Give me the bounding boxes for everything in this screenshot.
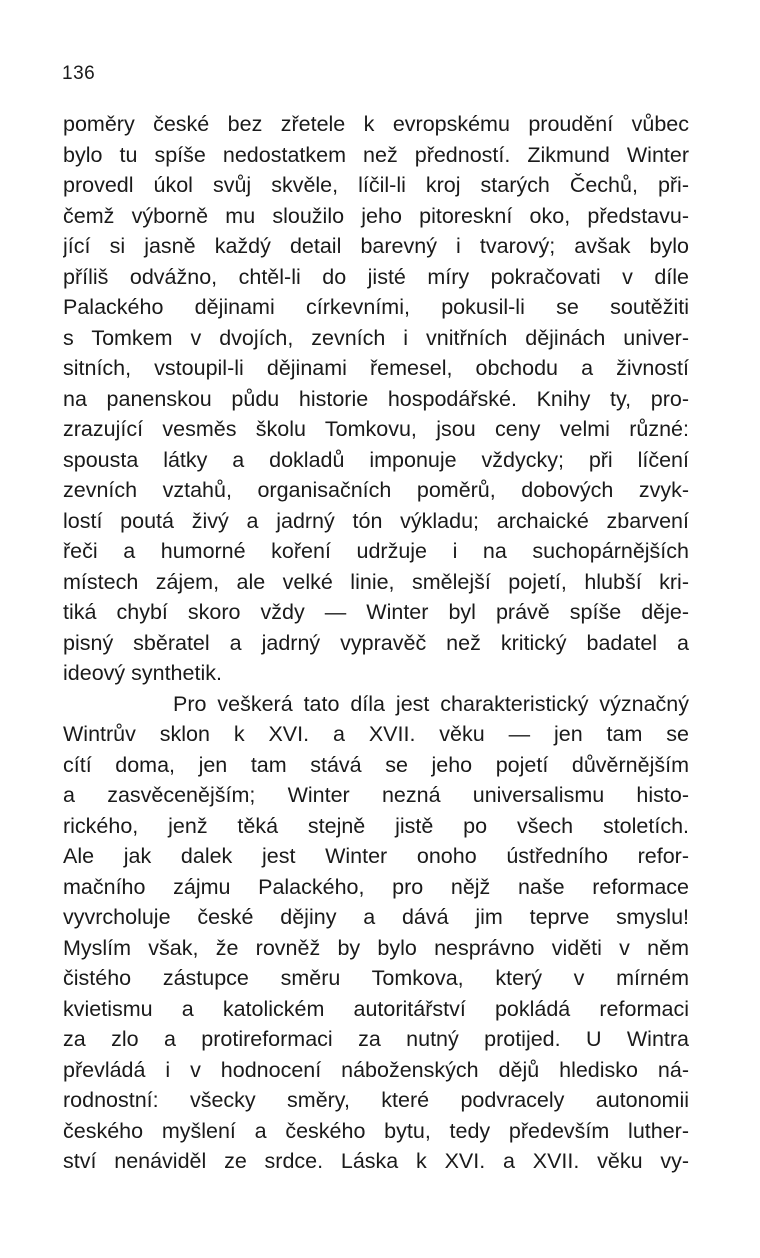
text-line: spousta látky a dokladů imponuje vždycky; při líčení [63, 447, 689, 472]
text-line: čistého zástupce směru Tomkova, který v mírném [63, 966, 689, 990]
body-text [63, 109, 689, 1177]
text-line: ství nenáviděl ze srdce. Láska k XVI. a XVII. věku vy- [63, 1149, 689, 1173]
text-line: Palackého dějinami církevními, pokusil-li se soutěžiti [63, 295, 689, 319]
text-line: zrazující vesměs školu Tomkovu, jsou ceny velmi různé: [63, 417, 689, 441]
text-line: Wintrův sklon k XVI. a XVII. věku — jen tam se [63, 722, 689, 746]
text-line: provedl úkol svůj skvěle, líčil-li kroj starých Čechů, při- [63, 173, 689, 197]
text-line: s Tomkem v dvojích, zevních i vnitřních dějinách univer- [63, 325, 689, 350]
text-line: bylo tu spíše nedostatkem než předností. Zikmund Winter [63, 142, 689, 167]
text-line: příliš odvážno, chtěl-li do jisté míry pokračovati v díle [63, 264, 689, 289]
text-line: převládá i v hodnocení náboženských dějů hledisko ná- [63, 1057, 689, 1082]
text-line: Ale jak dalek jest Winter onoho ústředního refor- [63, 844, 689, 868]
text-line: lostí poutá živý a jadrný tón výkladu; archaické zbarvení [63, 508, 689, 533]
text-line: tiká chybí skoro vždy — Winter byl právě spíše děje- [63, 600, 689, 624]
page-number: 136 [62, 63, 96, 84]
text-line: českého myšlení a českého bytu, tedy především luther- [63, 1118, 689, 1143]
text-line: zevních vztahů, organisačních poměrů, dobových zvyk- [63, 478, 689, 502]
text-line: poměry české bez zřetele k evropskému proudění vůbec [63, 112, 689, 136]
text-line: rického, jenž těká stejně jistě po všech stoletích. [63, 813, 689, 838]
text-line: čemž výborně mu sloužilo jeho pitoreskní oko, představu- [63, 203, 689, 228]
text-line: vyvrcholuje české dějiny a dává jim teprve smyslu! [63, 905, 689, 929]
paragraph [63, 689, 689, 1177]
text-line: ideový synthetik. [63, 661, 222, 685]
text-line: řeči a humorné koření udržuje i na suchopárnějších [63, 539, 689, 563]
text-line: cítí doma, jen tam stává se jeho pojetí důvěrnějším [63, 752, 689, 777]
text-line: mačního zájmu Palackého, pro nějž naše reformace [63, 874, 689, 899]
text-line: jící si jasně každý detail barevný i tvarový; avšak bylo [63, 234, 689, 258]
text-line: rodnostní: všecky směry, které podvracely autonomii [63, 1088, 689, 1112]
text-line: a zasvěcenějším; Winter nezná universalismu histo- [63, 783, 689, 807]
text-line: pisný sběratel a jadrný vypravěč než kritický badatel a [63, 630, 689, 655]
text-line: kvietismu a katolickém autoritářství pokládá reformaci [63, 996, 689, 1021]
text-line: Pro veškerá tato díla jest charakteristický význačný [173, 691, 689, 716]
text-line: sitních, vstoupil-li dějinami řemesel, obchodu a živností [63, 356, 689, 380]
text-line: místech zájem, ale velké linie, smělejší pojetí, hlubší kri- [63, 569, 689, 594]
paragraph [63, 109, 689, 689]
text-line: Myslím však, že rovněž by bylo nesprávno viděti v něm [63, 935, 689, 960]
text-line: na panenskou půdu historie hospodářské. Knihy ty, pro- [63, 386, 689, 411]
text-line: za zlo a protireformaci za nutný protijed. U Wintra [63, 1027, 689, 1051]
